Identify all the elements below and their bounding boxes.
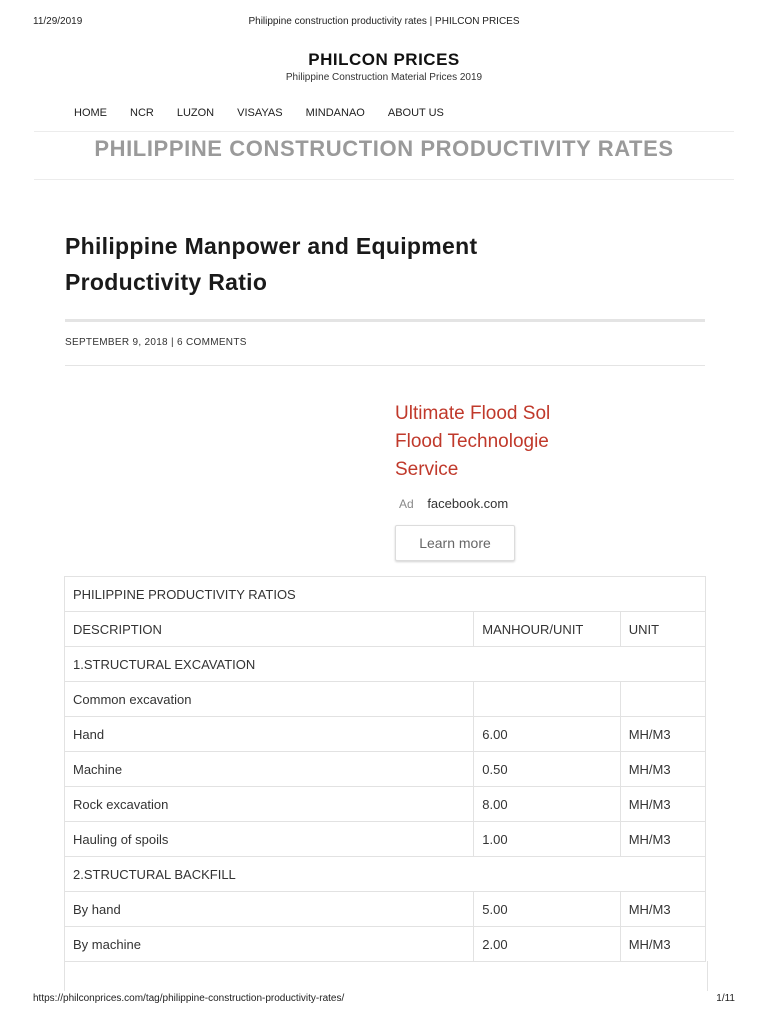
meta-separator: | xyxy=(171,337,174,348)
print-url: https://philconprices.com/tag/philippine-construction-productivity-rates/ xyxy=(33,993,345,1004)
ad-headline-line[interactable]: Service xyxy=(395,459,459,480)
cell-unit: MH/M3 xyxy=(620,752,705,787)
post-title-line-2[interactable]: Productivity Ratio xyxy=(65,269,268,295)
productivity-table xyxy=(64,576,706,962)
cell-unit: MH/M3 xyxy=(620,822,705,857)
cell-description: Common excavation xyxy=(65,682,474,717)
divider xyxy=(65,365,705,366)
table-row xyxy=(65,752,706,787)
cell-manhour: 5.00 xyxy=(474,892,620,927)
main-nav xyxy=(74,107,467,119)
tag-archive-heading: PHILIPPINE CONSTRUCTION PRODUCTIVITY RATES xyxy=(94,136,674,161)
ad-headline-line[interactable]: Flood Technologie xyxy=(395,431,549,452)
post-comments-link[interactable]: 6 COMMENTS xyxy=(177,337,247,348)
ad-headline[interactable] xyxy=(395,400,563,484)
ad-source xyxy=(399,496,508,511)
cell-description: Hauling of spoils xyxy=(65,822,474,857)
cell-manhour xyxy=(474,682,620,717)
section-row xyxy=(65,647,706,682)
cell-unit: MH/M3 xyxy=(620,927,705,962)
table-row xyxy=(65,682,706,717)
print-page-number: 1/11 xyxy=(716,993,735,1004)
cell-manhour: 1.00 xyxy=(474,822,620,857)
table-row xyxy=(65,717,706,752)
learn-more-button[interactable]: Learn more xyxy=(395,525,515,561)
table-row xyxy=(65,927,706,962)
divider xyxy=(65,319,705,322)
table-caption-row xyxy=(65,577,706,612)
section-row xyxy=(65,857,706,892)
cell-unit xyxy=(620,682,705,717)
ad-domain[interactable]: facebook.com xyxy=(427,496,509,511)
nav-item-about-us[interactable]: ABOUT US xyxy=(387,107,444,119)
table-header-row xyxy=(65,612,706,647)
cell-unit: MH/M3 xyxy=(620,787,705,822)
print-date: 11/29/2019 xyxy=(33,16,83,27)
cell-description: Rock excavation xyxy=(65,787,474,822)
post-date[interactable]: SEPTEMBER 9, 2018 xyxy=(65,337,168,348)
cell-description: Hand xyxy=(65,717,474,752)
table-row xyxy=(65,787,706,822)
ad-label: Ad xyxy=(399,497,414,511)
cell-manhour: 6.00 xyxy=(474,717,620,752)
cell-description: By hand xyxy=(65,892,474,927)
nav-item-luzon[interactable]: LUZON xyxy=(176,107,215,119)
divider xyxy=(34,179,734,180)
print-footer xyxy=(33,993,735,1007)
nav-item-mindanao[interactable]: MINDANAO xyxy=(305,107,365,119)
section-title: 2.STRUCTURAL BACKFILL xyxy=(65,857,706,892)
cell-manhour: 0.50 xyxy=(474,752,620,787)
site-title[interactable]: PHILCON PRICES xyxy=(308,50,460,69)
table-continuation xyxy=(64,961,708,991)
divider xyxy=(34,131,734,132)
nav-item-visayas[interactable]: VISAYAS xyxy=(237,107,283,119)
cell-unit: MH/M3 xyxy=(620,892,705,927)
post-title[interactable] xyxy=(65,228,625,300)
column-header-manhour: MANHOUR/UNIT xyxy=(474,612,620,647)
cell-manhour: 8.00 xyxy=(474,787,620,822)
column-header-description: DESCRIPTION xyxy=(65,612,474,647)
cell-description: By machine xyxy=(65,927,474,962)
ad-headline-line[interactable]: Ultimate Flood Sol xyxy=(395,403,551,424)
nav-item-ncr[interactable]: NCR xyxy=(130,107,154,119)
table-caption: PHILIPPINE PRODUCTIVITY RATIOS xyxy=(65,577,706,612)
table-row xyxy=(65,892,706,927)
post-meta xyxy=(65,337,247,348)
cell-unit: MH/M3 xyxy=(620,717,705,752)
column-header-unit: UNIT xyxy=(620,612,705,647)
print-header xyxy=(33,16,735,30)
table-row xyxy=(65,822,706,857)
section-title: 1.STRUCTURAL EXCAVATION xyxy=(65,647,706,682)
cell-manhour: 2.00 xyxy=(474,927,620,962)
nav-item-home[interactable]: HOME xyxy=(74,107,107,119)
cell-description: Machine xyxy=(65,752,474,787)
site-tagline: Philippine Construction Material Prices 2019 xyxy=(285,72,483,83)
print-page-title: Philippine construction productivity rates | PHILCON PRICES xyxy=(248,16,520,27)
post-title-line-1[interactable]: Philippine Manpower and Equipment xyxy=(65,233,478,259)
